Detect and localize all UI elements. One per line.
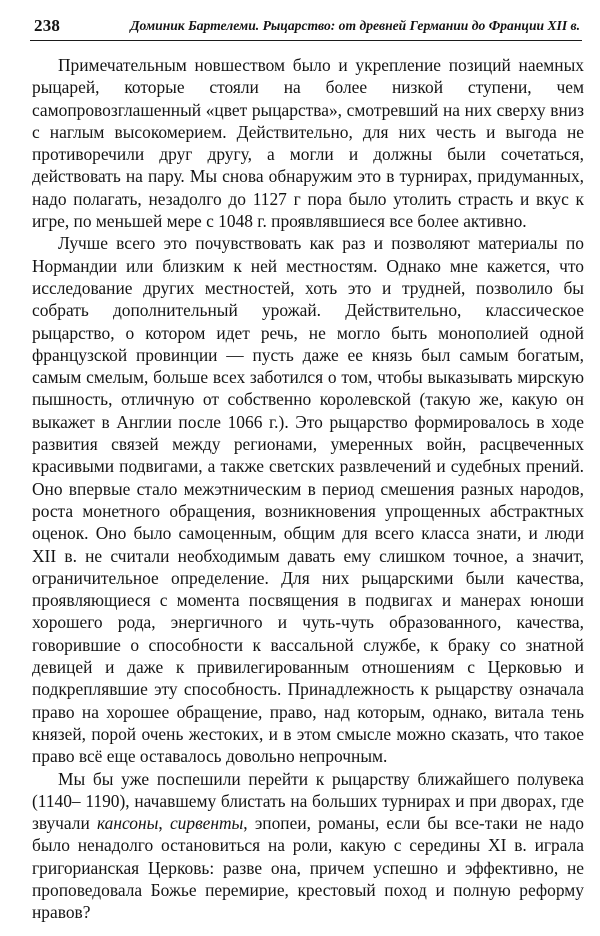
paragraph-2: Лучше всего это почувствовать как раз и позволяют материалы по Нормандии или близким к ней местностям. Однако мне кажется, что исследование других местностей, хоть это и трудней, позволило бы собрать дополнительный урожай. Действительно, классическое рыцарство, о котором идет речь, не могло быть монополией одной французской провинции — пусть даже ее князь был самым богатым, самым смелым, больше всех заботился о том, чтобы выказывать мирскую пышность, отличную от собственно королевской (такую же, какую он выкажет в Англии после 1066 г.). Это рыцарство формировалось в ходе развития связей между регионами, умеренных войн, расцвеченных красивыми подвигами, а также светских развлечений и судебных прений. Оно впервые стало межэтническим в период смешения разных народов, роста монетного обращения, возникновения упрощенных абстрактных оценок. Оно было самоценным, общим для всего класса знати, и люди XII в. не считали необходимым давать ему слишком точное, а значит, ограничительное определение. Для них рыцарскими были качества, проявляющиеся с момента посвящения в подвигах и манерах юноши хорошего рода, энергичного и чуть-чуть образованного, качества, говорившие о способности к вассальной службе, к браку со знатной девицей и даже к привилегированным отношениям с Церковью и подкреплявшие эту способность. Принадлежность к рыцарству означала право на хорошее обращение, право, над которым, однако, витала тень князей, порой очень жестоких, и в этом смысле можно сказать, что такое право всё еще оставалось довольно непрочным. xyxy=(32,233,584,767)
italic-term-cansons: кансоны xyxy=(96,813,159,834)
italic-term-sirventes: сирвенты xyxy=(169,813,244,834)
page-header xyxy=(30,14,582,41)
paragraph-3-text-end: , эпопеи, романы, если бы все-таки не надо было ненадолго остановиться на роли, какую с середины XI в. играла григорианская Церковь: разве она, причем успешно и эффективно, не проповедовала Божье перемирие, крестовый поход и полную реформу нравов? xyxy=(32,813,584,923)
page-number: 238 xyxy=(34,16,61,35)
paragraph-3-text-start: Мы бы уже поспешили перейти к рыцарству ближайшего полувека (1140– 1190), начавшему блистать на больших турнирах и при дворах, где звучали xyxy=(32,768,584,834)
running-title: Доминик Бартелеми. Рыцарство: от древней Германии до Франции XII в. xyxy=(130,18,580,33)
paragraph-3-separator: , xyxy=(158,813,170,834)
paragraph-3 xyxy=(32,768,584,924)
body-text xyxy=(32,54,584,924)
paragraph-1: Примечательным новшеством было и укрепление позиций наемных рыцарей, которые стояли на более низкой ступени, чем самопровозглашенный «цвет рыцарства», смотревший на них сверху вниз с наглым высокомерием. Действительно, для них честь и выгода не противоречили друг другу, а могли и должны были сочетаться, действовать на пару. Мы снова обнаружим это в турнирах, придуманных, надо полагать, незадолго до 1127 г пора было утолить страсть и вкус к игре, по меньшей мере с 1048 г. проявлявшиеся все более активно. xyxy=(32,55,584,232)
